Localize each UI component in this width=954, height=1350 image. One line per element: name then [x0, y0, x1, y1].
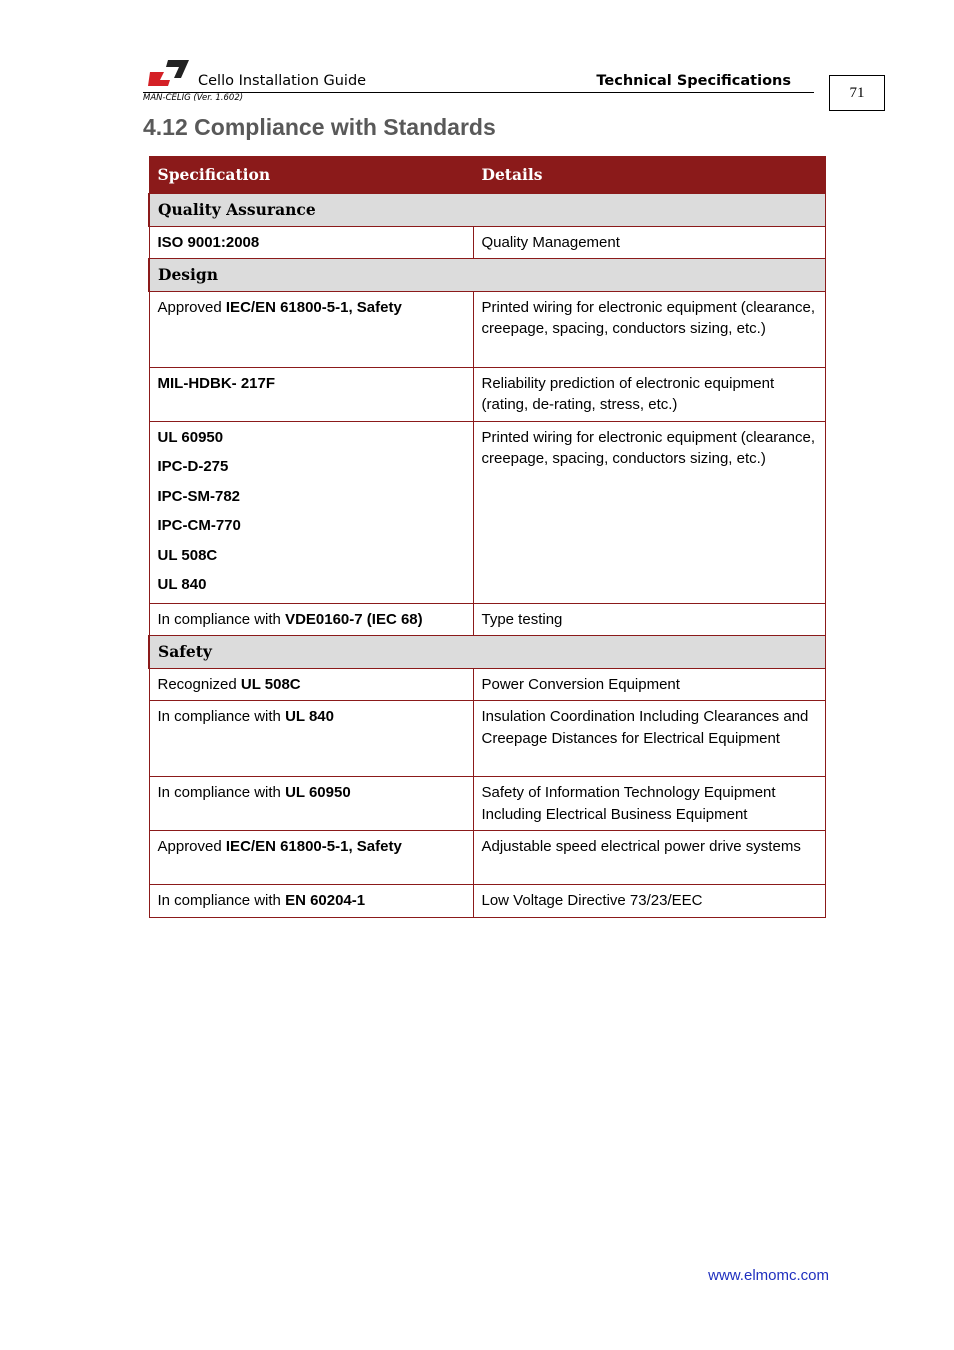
document-title: Cello Installation Guide [198, 73, 367, 89]
standard-name: UL 840 [285, 708, 334, 725]
spec-prefix: Approved [157, 298, 226, 316]
spec-cell [149, 831, 473, 885]
table-row [149, 668, 825, 701]
list-item: UL 508C [157, 546, 218, 564]
details-cell: Safety of Information Technology Equipment Including Electrical Business Equipment [473, 777, 825, 831]
spec-prefix: In compliance with [157, 708, 286, 725]
table-row [149, 831, 825, 885]
spec-cell [149, 701, 473, 777]
standard-name: UL 508C [240, 675, 301, 693]
table-header-row [149, 157, 825, 194]
list-item: IPC-D-275 [157, 458, 229, 475]
spec-prefix: In compliance with [157, 784, 286, 801]
page-title: 4.12 Compliance with Standards [143, 114, 496, 140]
column-header-details: Details [473, 157, 825, 194]
group-row-quality [149, 194, 825, 227]
table-row [149, 885, 825, 918]
list-item: IPC-SM-782 [157, 487, 241, 505]
table-row [149, 291, 825, 367]
table-row [149, 226, 825, 259]
section-title: Technical Specifications [596, 73, 791, 89]
table-row [149, 701, 825, 777]
table-row [149, 367, 825, 421]
table-row [149, 603, 825, 636]
details-cell: Power Conversion Equipment [473, 668, 825, 701]
spec-prefix: Recognized [157, 675, 241, 693]
column-header-specification: Specification [149, 157, 473, 194]
spec-cell [149, 668, 473, 701]
standard-name: EN 60204-1 [285, 892, 366, 909]
details-cell: Low Voltage Directive 73/23/EEC [473, 885, 825, 918]
table-row [149, 421, 825, 603]
spec-cell [149, 421, 473, 603]
list-item: UL 840 [157, 576, 207, 593]
details-cell: Adjustable speed electrical power drive systems [473, 831, 825, 885]
document-version: MAN-CELIG (Ver. 1.602) [143, 93, 244, 103]
details-cell: Type testing [473, 603, 825, 636]
website-link[interactable]: www.elmomc.com [708, 1267, 829, 1284]
group-row-safety [149, 636, 825, 669]
spec-cell [149, 367, 473, 421]
group-label: Quality Assurance [149, 194, 825, 227]
elmo-logo [148, 58, 190, 88]
standard-name: UL 60950 [285, 784, 351, 801]
details-cell: Printed wiring for electronic equipment (clearance, creepage, spacing, conductors sizing, etc.) [473, 421, 825, 603]
standard-name: IEC/EN 61800-5-1, Safety [225, 298, 402, 316]
spec-cell [149, 603, 473, 636]
spec-prefix: In compliance with [157, 610, 286, 628]
details-cell: Reliability prediction of electronic equipment (rating, de-rating, stress, etc.) [473, 367, 825, 421]
list-item: IPC-CM-770 [157, 517, 241, 534]
header-divider [143, 92, 814, 93]
standard-name: IEC/EN 61800-5-1, Safety [225, 838, 402, 855]
spec-prefix: Approved [157, 838, 226, 855]
group-row-design [149, 259, 825, 292]
spec-cell [149, 777, 473, 831]
spec-prefix: In compliance with [157, 892, 286, 909]
standard-name: ISO 9001:2008 [157, 233, 260, 251]
table-row [149, 777, 825, 831]
standard-name: MIL-HDBK- 217F [157, 374, 276, 392]
page-number: 71 [829, 75, 885, 111]
group-label: Design [149, 259, 825, 292]
compliance-table [148, 156, 826, 918]
standards-list [158, 427, 465, 596]
group-label: Safety [149, 636, 825, 669]
standard-name: VDE0160-7 (IEC 68) [285, 610, 423, 628]
details-cell: Printed wiring for electronic equipment (clearance, creepage, spacing, conductors sizing, etc.) [473, 291, 825, 367]
spec-cell [149, 291, 473, 367]
details-cell: Insulation Coordination Including Clearances and Creepage Distances for Electrical Equipment [473, 701, 825, 777]
spec-cell [149, 885, 473, 918]
list-item: UL 60950 [157, 428, 224, 446]
spec-cell [149, 226, 473, 259]
details-cell: Quality Management [473, 226, 825, 259]
